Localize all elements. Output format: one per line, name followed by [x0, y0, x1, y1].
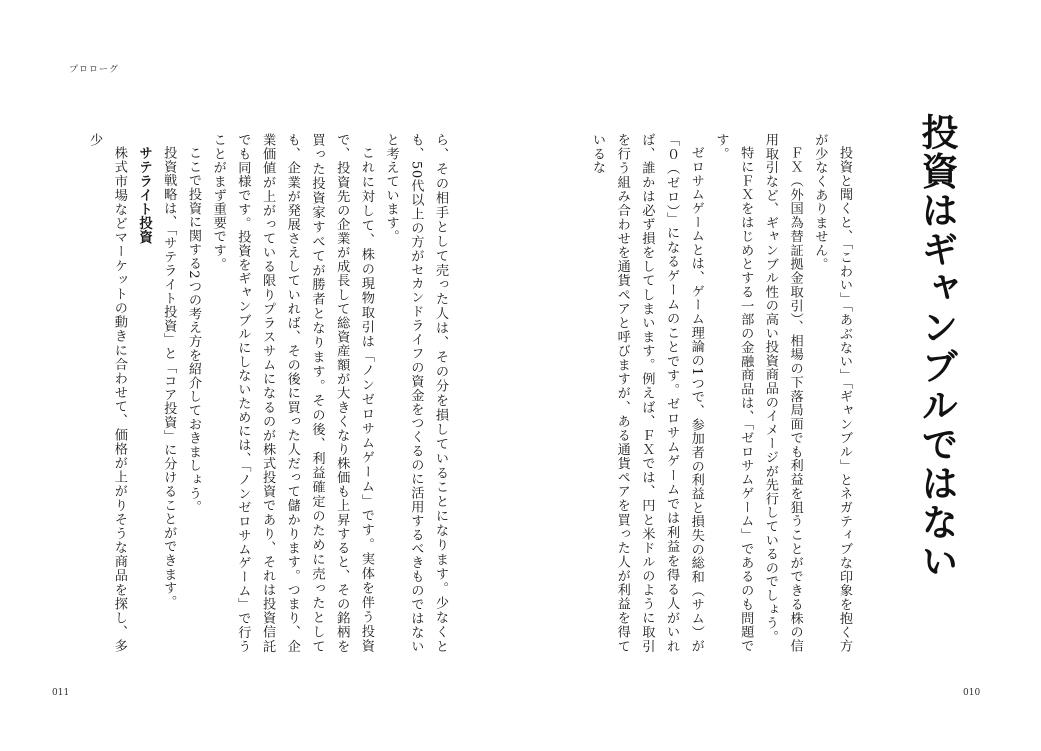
paragraph: ここで投資に関する2つの考え方を紹介しておきましょう。	[185, 146, 201, 514]
section-subhead: サテライト投資	[136, 146, 152, 245]
running-head: プロローグ	[69, 65, 120, 75]
paragraph: 株式市場などマーケットの動きに合わせて、価格が上がりそうな商品を探し、多少	[87, 133, 127, 653]
paragraph: 特にＦＸをはじめとする一部の金融商品は、「ゼロサムゲーム」であるのも問題です。	[713, 133, 754, 653]
paragraph: 投資戦略は、「サテライト投資」と「コア投資」に分けることができます。	[161, 146, 177, 609]
page-number-right: 010	[963, 688, 981, 698]
chapter-title: 投資はギャンブルではない	[915, 113, 959, 581]
paragraph: ら、その相手として売った人は、その分を損していることになります。少なくとも、50代以上の方がセカンドライフの資金をつくるのに活用するべきものではないと考えています。	[383, 133, 448, 653]
page-number-left: 011	[52, 688, 70, 698]
left-page-body	[66, 133, 452, 653]
paragraph: ゼロサムゲームとは、ゲーム理論の1つで、参加者の利益と損失の総和（サム）が「０（ゼロ）」になるゲームのことです。ゼロサムゲームでは利益を得る人がいれば、誰かは必ず損をしてしまいます。例えば、ＦＸでは、円と米ドルのように取引を行う組み合わせを通貨ペアと呼びますが、ある通貨ペアを買った人が利益を得ているな	[589, 133, 704, 653]
paragraph: ＦＸ（外国為替証拠金取引）、相場の下落局面でも利益を狙うことができる株の信用取引など、ギャンブル性の高い投資商品のイメージが先行しているのでしょう。	[762, 133, 803, 653]
right-page-body	[589, 133, 856, 653]
paragraph: 投資と聞くと、「こわい」「あぶない」「ギャンブル」とネガティブな印象を抱く方が少なくありません。	[812, 133, 852, 653]
paragraph: これに対して、株の現物取引は「ノンゼロサムゲーム」です。実体を伴う投資で、投資先の企業が成長して総資産額が大きくなり株価も上昇すると、その銘柄を買った投資家すべてが勝者となります。その後、利益確定のために売ったとしても、企業が発展さえしていれば、その後に買った人だって儲かります。つまり、企業価値が上がっている限りプラスサムになるのが株式投資であり、それは投資信託でも同様です。投資をギャンブルにしないためには、「ノンゼロサムゲーム」で行うことがまず重要です。	[210, 133, 374, 653]
